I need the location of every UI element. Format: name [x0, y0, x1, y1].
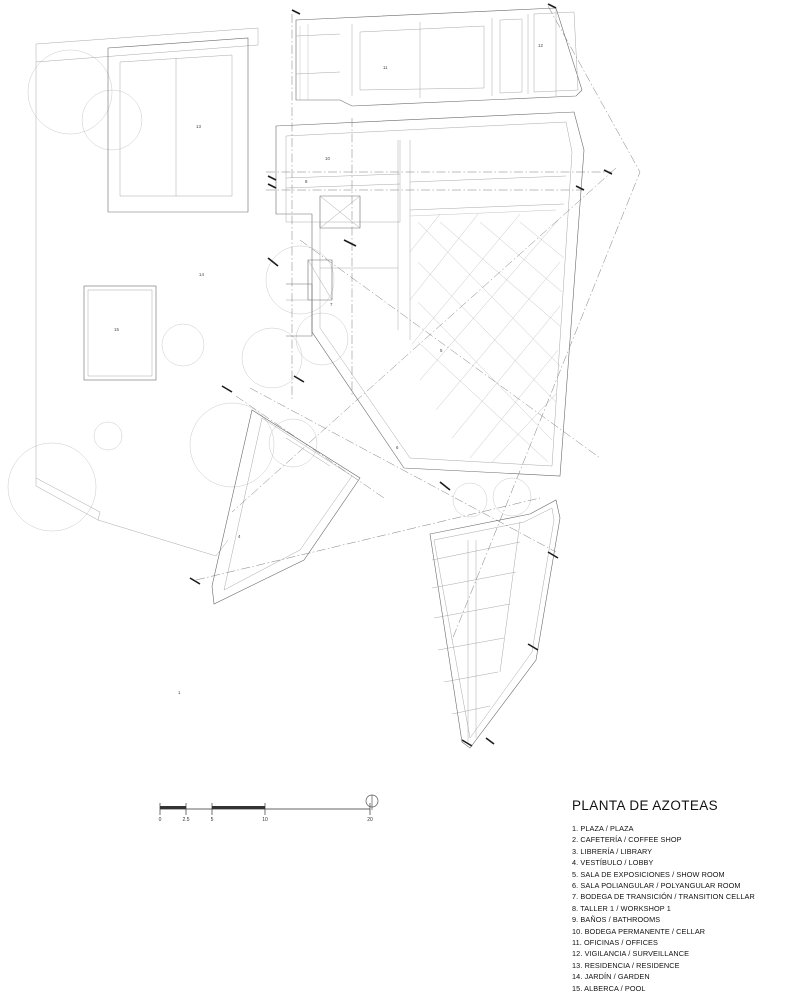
- section-tick-marks: [190, 4, 612, 746]
- svg-text:4: 4: [238, 534, 241, 539]
- residence-block: [108, 38, 248, 212]
- list-item: 12. VIGILANCIA / SURVEILLANCE: [572, 949, 690, 959]
- south-east-wing: [430, 500, 560, 748]
- plan-room-numbers: [114, 43, 543, 695]
- svg-text:14: 14: [199, 272, 204, 277]
- list-item: 14. JARDÍN / GARDEN: [572, 972, 650, 982]
- list-item: 15. ALBERCA / POOL: [572, 983, 646, 993]
- svg-text:13: 13: [196, 124, 201, 129]
- list-item: 1. PLAZA / PLAZA: [572, 824, 634, 833]
- svg-text:7: 7: [330, 302, 333, 307]
- list-item: 13. RESIDENCIA / RESIDENCE: [572, 960, 680, 970]
- list-item: 9. BAÑOS / BATHROOMS: [572, 915, 661, 925]
- scale-tick-0: 0: [158, 817, 162, 823]
- north-arrow-icon: [360, 791, 384, 815]
- section-lines: [196, 6, 640, 640]
- north-building-roof: [296, 8, 582, 106]
- scale-bar: [155, 795, 385, 835]
- svg-text:12: 12: [538, 43, 543, 48]
- scale-tick-4: 20: [367, 817, 373, 823]
- pool: [84, 286, 156, 380]
- list-item: 5. SALA DE EXPOSICIONES / SHOW ROOM: [572, 869, 725, 879]
- list-item: 6. SALA POLIANGULAR / POLYANGULAR ROOM: [572, 881, 741, 891]
- main-roof-polygon: [276, 112, 584, 476]
- list-item: 7. BODEGA DE TRANSICIÓN / TRANSITION CELLAR: [572, 892, 755, 902]
- list-item: 2. CAFETERÍA / COFFEE SHOP: [572, 835, 682, 845]
- svg-text:1: 1: [178, 690, 181, 695]
- west-annex-block: [212, 396, 384, 604]
- list-item: 11. OFICINAS / OFFICES: [572, 938, 658, 948]
- scale-tick-1: 2.5: [182, 817, 190, 823]
- scale-tick-labels: [155, 817, 385, 829]
- site-trees: [8, 50, 531, 531]
- scale-tick-3: 10: [262, 817, 268, 823]
- legend: [572, 798, 784, 994]
- scale-tick-2: 5: [210, 817, 214, 823]
- svg-text:15: 15: [114, 327, 119, 332]
- svg-text:5: 5: [440, 348, 443, 353]
- list-item: 10. BODEGA PERMANENTE / CELLAR: [572, 926, 706, 936]
- svg-text:11: 11: [383, 65, 388, 70]
- svg-text:8: 8: [305, 179, 308, 184]
- svg-text:10: 10: [325, 156, 330, 161]
- svg-text:6: 6: [396, 445, 399, 450]
- list-item: 4. VESTÍBULO / LOBBY: [572, 858, 654, 868]
- site-boundary: [36, 28, 258, 556]
- skylight-details: [286, 196, 360, 336]
- list-item: 8. TALLER 1 / WORKSHOP 1: [572, 903, 671, 913]
- roof-diagonal-pattern: [410, 214, 564, 462]
- legend-list: [572, 823, 784, 994]
- page-title: PLANTA DE AZOTEAS: [572, 798, 719, 813]
- list-item: 3. LIBRERÍA / LIBRARY: [572, 846, 653, 856]
